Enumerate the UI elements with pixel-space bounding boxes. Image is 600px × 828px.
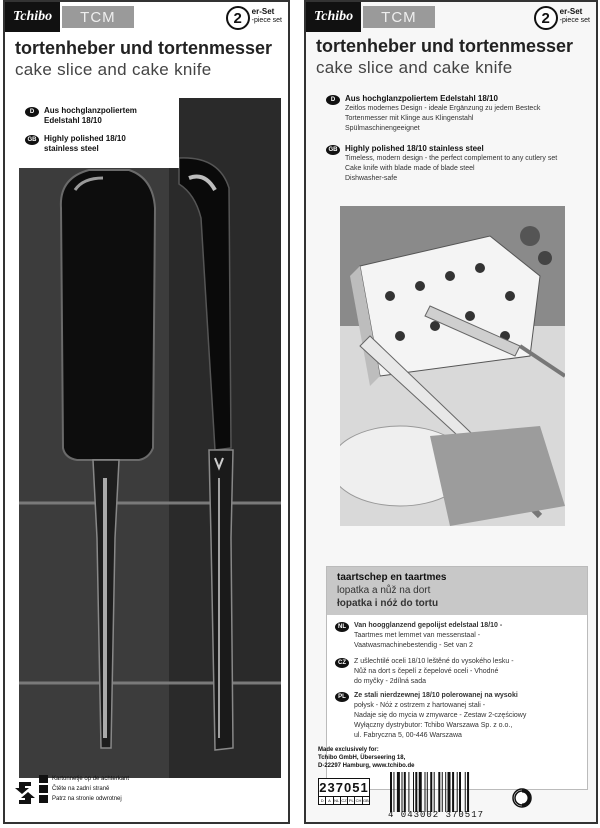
front-topbar (5, 2, 134, 32)
set-text (560, 8, 590, 25)
box-line: Vaatwasmachinebestendig - Set van 2 (354, 642, 473, 649)
set-text (252, 8, 282, 25)
section-de-text (345, 94, 595, 134)
set-en: -piece set (559, 17, 590, 24)
box-section-pl-text (354, 691, 574, 741)
box-line: połysk - Nóż z ostrzem z hartowanej stali - (354, 702, 486, 709)
made-for-line: Tchibo GmbH, Überseering 18, (318, 755, 406, 761)
country-code: D (319, 797, 326, 804)
product-photo (340, 206, 565, 526)
disposal-cz-text: Čtěte na zadní straně (52, 785, 110, 792)
lang-badge-nl: NL (335, 622, 349, 632)
box-line: ul. Fabryczna 5, 00-446 Warszawa (354, 732, 462, 739)
section-gb (326, 144, 595, 184)
made-for-line: D-22297 Hamburg, www.tchibo.de (318, 763, 415, 769)
title-english: cake slice and cake knife (316, 58, 513, 77)
square-icon (39, 775, 48, 783)
section-de-head: Aus hochglanzpoliertem Edelstahl 18/10 (345, 94, 498, 103)
lang-badge-pl: PL (335, 692, 349, 702)
disposal-cz (39, 784, 290, 794)
box-line: Van hoogglanzend gepolijst edelstaal 18/10 - (354, 622, 503, 629)
country-codes (319, 796, 369, 804)
set-en: -piece set (251, 17, 282, 24)
feature-text-gb: Highly polished 18/10 stainless steel (44, 134, 126, 153)
disposal-pl (39, 794, 290, 804)
cake-photo-illustration (340, 206, 565, 526)
box-section-cz-text (354, 657, 574, 687)
lang-badge-gb: GB (25, 135, 39, 145)
title-english: cake slice and cake knife (15, 60, 212, 79)
section-de-line: Tortenmesser mit Klinge aus Klingenstahl (345, 115, 474, 122)
lang-badge-d: D (326, 95, 340, 105)
box-line: Wyłączny dystrybutor: Tchibo Warszawa Sp. z o.o., (354, 722, 513, 729)
section-gb-line: Cake knife with blade made of blade steel (345, 165, 475, 172)
front-panel (3, 0, 290, 824)
set-de: er-Set (559, 7, 583, 16)
disposal-pl-text: Patrz na stronie odwrotnej (52, 795, 122, 802)
brand-label: TCM (363, 6, 435, 28)
country-code: GB (362, 798, 369, 803)
lang-badge-cz: CZ (335, 658, 349, 668)
section-gb-line: Timeless, modern design - the perfect complement to any cutlery set (345, 155, 558, 162)
country-code: CZ (341, 798, 347, 803)
feature-text-de: Aus hochglanzpoliertem Edelstahl 18/10 (44, 106, 137, 125)
set-badge (226, 6, 282, 30)
article-number: 237051 (319, 780, 369, 795)
section-de-line: Zeitlos modernes Design - ideale Ergänzung zu jedem Besteck (345, 105, 541, 112)
back-topbar (306, 2, 435, 32)
front-feature-gb (25, 134, 154, 154)
box-line: Nadaje się do mycia w zmywarce - Zestaw 2-częściowy (354, 712, 527, 719)
tchibo-logo: Tchibo (306, 2, 361, 32)
cutlery-illustration (19, 98, 281, 778)
tchibo-logo: Tchibo (5, 2, 60, 32)
country-code: CH (355, 798, 362, 803)
green-dot-icon (512, 788, 532, 808)
disposal-notes (39, 774, 290, 804)
lang-badge-d: D (25, 107, 39, 117)
box-section-nl (335, 621, 574, 651)
box-section-nl-text (354, 621, 574, 651)
set-de: er-Set (251, 7, 275, 16)
turn-arrow-icon (13, 778, 37, 808)
product-window (19, 98, 281, 778)
name-nl: taartschep en taartmes (337, 572, 447, 583)
ean-number: 4 043002 370517 (388, 810, 485, 820)
disposal-nl-text: Kartonnetje op de achterkant (52, 775, 130, 782)
box-line: Taartmes met lemmet van messenstaal - (354, 632, 481, 639)
square-icon (39, 785, 48, 793)
box-line: do myčky - 2dílná sada (354, 678, 426, 685)
country-code: NL (334, 798, 340, 803)
box-line: Z ušlechtilé oceli 18/10 leštěné do vysokého lesku - (354, 658, 514, 665)
made-for-line: Made exclusively for: (318, 747, 379, 753)
name-pl: łopatka i nóż do tortu (337, 598, 439, 609)
square-icon (39, 795, 48, 803)
front-feature-box (19, 98, 179, 168)
brand-label: TCM (62, 6, 134, 28)
lang-badge-gb: GB (326, 145, 340, 155)
section-gb-head: Highly polished 18/10 stainless steel (345, 144, 484, 153)
title-german: tortenheber und tortenmesser (15, 38, 273, 58)
box-line: Nůž na dort s čepelí z čepelové oceli - Vhodné (354, 668, 499, 675)
box-section-pl (335, 691, 574, 741)
section-gb-line: Dishwasher-safe (345, 175, 398, 182)
country-code: PL (348, 798, 354, 803)
barcode-icon (388, 772, 504, 814)
made-for (318, 746, 414, 770)
article-number-box (318, 778, 370, 805)
back-panel (304, 0, 598, 824)
section-de-line: Spülmaschinengeeignet (345, 125, 420, 132)
front-feature-de (25, 106, 170, 126)
disposal-nl (39, 774, 290, 784)
set-count: 2 (534, 6, 558, 30)
multilingual-box-head (327, 567, 587, 615)
section-gb-text (345, 144, 595, 184)
country-code: A (326, 797, 333, 804)
set-count: 2 (226, 6, 250, 30)
title-german: tortenheber und tortenmesser (316, 36, 574, 56)
section-de (326, 94, 595, 134)
box-section-cz (335, 657, 574, 687)
box-line: Ze stali nierdzewnej 18/10 polerowanej na wysoki (354, 692, 518, 699)
name-cz: lopatka a nůž na dort (337, 585, 431, 596)
set-badge (534, 6, 590, 30)
